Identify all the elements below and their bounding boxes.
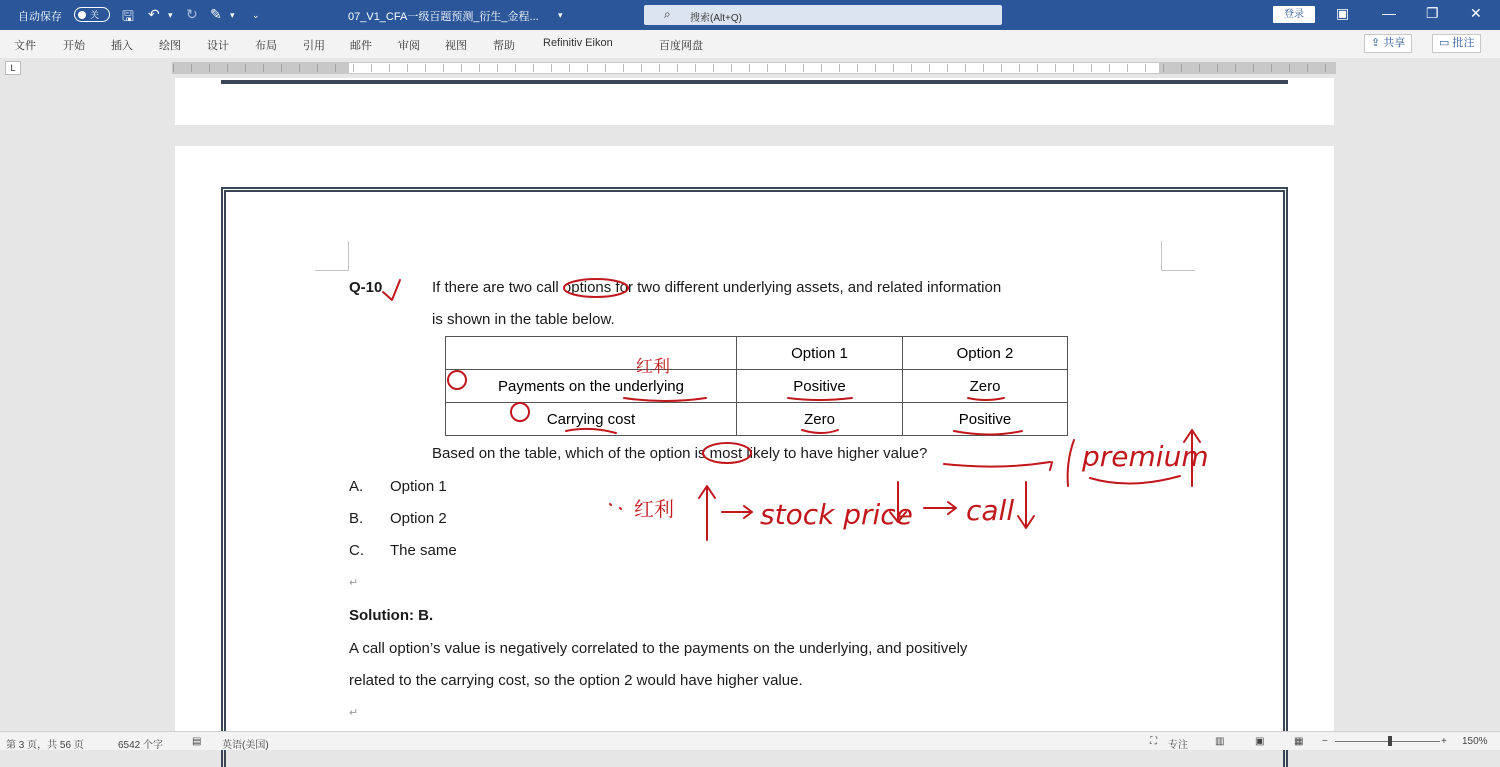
table-header-cell: Option 2 [903,337,1068,370]
options-table [445,336,1068,436]
tab-view[interactable]: 视图 [445,40,467,52]
table-header-cell: Option 1 [737,337,903,370]
share-button[interactable] [1364,34,1412,53]
format-painter-icon[interactable]: ✎ [210,6,222,22]
choice-letter: B. [349,510,364,527]
question-prompt: Based on the table, which of the option is most likely to have higher value? [432,445,928,462]
table-cell: Positive [737,370,903,403]
focus-label[interactable]: 专注 [1168,740,1188,751]
tab-review[interactable]: 审阅 [398,40,420,52]
focus-icon[interactable]: ⛶ [1150,736,1157,747]
autosave-state: 关 [90,10,100,20]
undo-dropdown-icon[interactable]: ▾ [168,10,173,20]
tab-selector[interactable]: L [5,61,21,75]
ruler-ticks [173,64,1335,72]
undo-icon[interactable]: ↶ [148,6,160,22]
autosave-label: 自动保存 [18,11,62,23]
previous-page [175,78,1334,125]
redo-icon[interactable]: ↻ [186,6,198,22]
table-row [446,403,1068,436]
table-cell [446,337,737,370]
zoom-in-icon[interactable]: + [1441,736,1447,747]
read-mode-icon[interactable]: ▥ [1215,736,1225,747]
tab-file[interactable]: 文件 [14,40,36,52]
login-button[interactable]: 登录 [1273,6,1315,23]
share-label: 共享 [1383,37,1406,49]
margin-corner-left [315,241,349,271]
save-icon[interactable]: 🖫 [122,8,134,24]
choice-text: Option 2 [390,510,447,527]
ribbon-display-icon[interactable]: ▣ [1336,5,1350,21]
title-dropdown-icon[interactable]: ▾ [558,10,563,20]
qat-dropdown-icon[interactable]: ▾ [230,10,235,20]
tab-references[interactable]: 引用 [303,40,325,52]
search-placeholder: 搜索(Alt+Q) [690,13,742,24]
search-box[interactable] [644,5,1002,25]
zoom-out-icon[interactable]: − [1322,736,1328,747]
question-text-line1: If there are two call options for two different underlying assets, and related information [432,279,1002,296]
note-cn-2: 红利 [634,497,674,521]
choice-letter: A. [349,478,364,495]
comment-icon: ▭ [1439,37,1450,49]
ruler-bar [0,58,1500,78]
paragraph-mark: ↵ [349,707,359,719]
call-note: call [966,494,1015,527]
tab-baidu-netdisk[interactable]: 百度网盘 [659,40,703,52]
table-header-row [446,337,1068,370]
tab-refinitiv-eikon[interactable]: Refinitiv Eikon [543,37,613,49]
restore-icon[interactable]: ❐ [1426,5,1439,21]
question-text-line2: is shown in the table below. [432,311,615,328]
solution-label: Solution: B. [349,607,434,624]
page-border-bottom [221,80,1288,84]
share-icon: ⇪ [1371,37,1381,49]
choice-text: The same [390,542,457,559]
table-cell: Carrying cost [446,403,737,436]
status-bar [0,731,1500,750]
tab-mailings[interactable]: 邮件 [350,40,372,52]
zoom-level[interactable]: 150% [1462,736,1488,747]
document-title: 07_V1_CFA一级百题预测_衍生_金程... [348,11,539,23]
choice-text: Option 1 [390,478,447,495]
tab-home[interactable]: 开始 [63,40,85,52]
paragraph-mark: ↵ [349,577,359,589]
table-row [446,370,1068,403]
minimize-icon[interactable]: — [1382,5,1396,21]
ribbon-tabs [0,30,1500,58]
solution-line1: A call option’s value is negatively correlated to the payments on the underlying, and positively [349,640,968,657]
page-count[interactable]: 第 3 页，共 56 页 [6,740,84,751]
horizontal-ruler[interactable] [172,62,1336,74]
title-bar [0,0,1500,30]
tab-design[interactable]: 设计 [207,40,229,52]
web-layout-icon[interactable]: ▦ [1294,736,1304,747]
choice-letter: C. [349,542,364,559]
word-count[interactable]: 6542 个字 [118,740,164,751]
question-number: Q-10 [349,279,383,296]
table-cell: Payments on the underlying [446,370,737,403]
search-icon: ⌕ [664,7,671,21]
margin-corner-right [1161,241,1195,271]
tab-draw[interactable]: 绘图 [159,40,181,52]
customize-qat-icon[interactable]: ⌄ [252,10,260,20]
stock-price-note: stock price [760,498,913,531]
language-indicator[interactable]: 英语(美国) [222,740,269,751]
autosave-toggle[interactable] [74,7,110,22]
tab-layout[interactable]: 布局 [255,40,277,52]
comments-button[interactable] [1432,34,1481,53]
print-layout-icon[interactable]: ▣ [1255,736,1265,747]
comment-label: 批注 [1452,37,1475,49]
tab-insert[interactable]: 插入 [111,40,133,52]
premium-note: premium [1082,440,1209,473]
note-cn: 红利 [636,357,670,377]
tab-help[interactable]: 帮助 [493,40,515,52]
table-cell: Zero [903,370,1068,403]
close-icon[interactable]: ✕ [1470,5,1482,21]
proofing-icon[interactable]: ▤ [192,736,202,747]
table-cell: Positive [903,403,1068,436]
table-cell: Zero [737,403,903,436]
zoom-slider-thumb[interactable] [1388,736,1392,746]
solution-line2: related to the carrying cost, so the option 2 would have higher value. [349,672,803,689]
